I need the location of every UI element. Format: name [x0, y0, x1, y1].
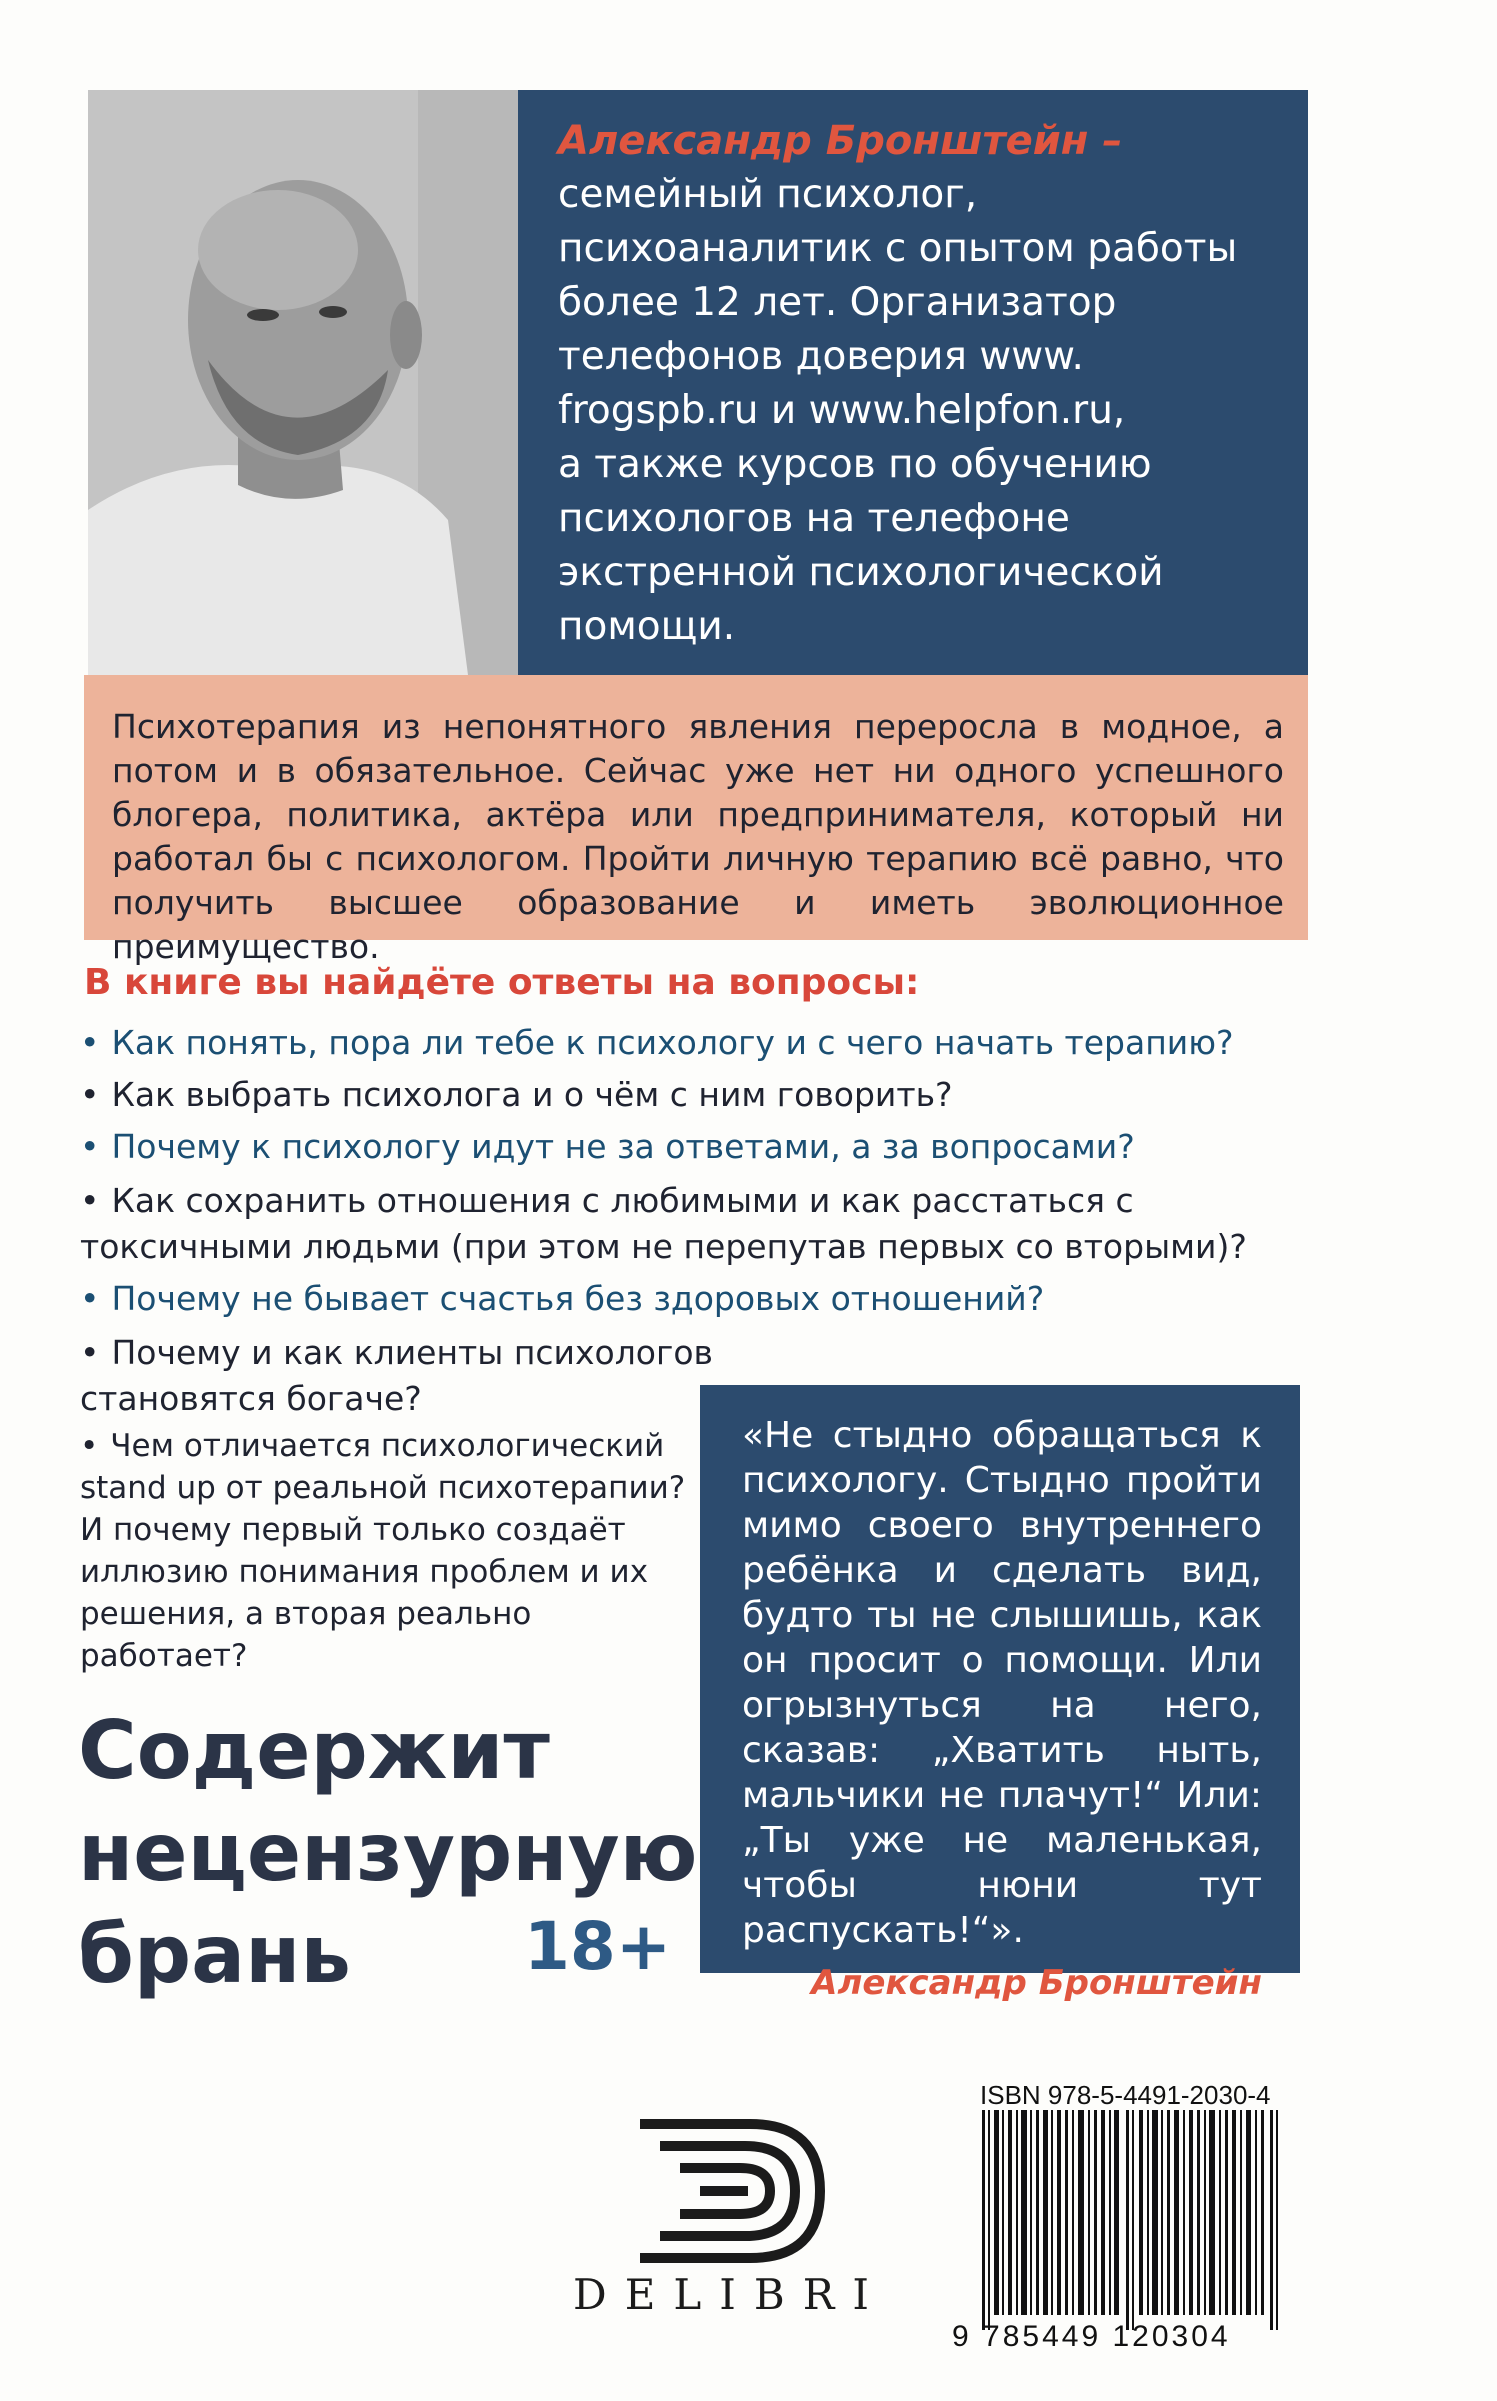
publisher-logo-icon	[640, 2116, 830, 2266]
warning-line: брань	[78, 1908, 351, 2001]
bio-line: а также курсов по обучению	[558, 442, 1152, 487]
questions-header: В книге вы найдёте ответы на вопросы:	[84, 962, 920, 1003]
question-item: • Как выбрать психолога и о чём с ним говорить?	[80, 1075, 953, 1114]
barcode-bars	[980, 2110, 1280, 2330]
question-text: Почему и как клиенты психологов становятся богаче?	[80, 1333, 713, 1418]
quote-box	[700, 1385, 1300, 2003]
author-photo	[88, 90, 518, 675]
publisher-name: DELIBRI	[573, 2270, 887, 2319]
bio-line: помощи.	[558, 604, 736, 649]
quote-text: «Не стыдно обращаться к психологу. Стыдно пройти мимо своего внутреннего ребёнка и сделать вид, будто ты не слышишь, как он просит о помощи. Или огрызнуться на него, сказав: „Хватить ныть, мальчики не плачут!“ Или: „Ты уже не маленькая, чтобы нюни тут распускать!“».	[742, 1415, 1262, 1951]
quote-author: Александр Бронштейн	[811, 1963, 1262, 2003]
bio-line: frogspb.ru и www.helpfon.ru,	[558, 388, 1126, 433]
author-portrait-illustration	[88, 90, 518, 675]
publisher-logo-mark	[640, 2116, 830, 2266]
question-item: • Как понять, пора ли тебе к психологу и с чего начать терапию?	[80, 1023, 1234, 1062]
isbn-label: ISBN 978-5-4491-2030-4	[980, 2080, 1271, 2110]
bio-line: психоаналитик с опытом работы	[558, 226, 1238, 271]
question-item: • Почему не бывает счастья без здоровых отношений?	[80, 1279, 1045, 1318]
question-item: • Как сохранить отношения с любимыми и как расстаться с токсичными людьми (при этом не перепутав первых со вторыми)?	[80, 1181, 1247, 1266]
question-item: • Почему и как клиенты психологов становятся богаче?	[80, 1333, 713, 1418]
question-text: Как понять, пора ли тебе к психологу и с чего начать терапию?	[111, 1023, 1234, 1062]
question-text: Почему не бывает счастья без здоровых отношений?	[111, 1279, 1045, 1318]
barcode-digits: 9 785449 120304	[952, 2320, 1231, 2353]
question-item: • Почему к психологу идут не за ответами, а за вопросами?	[80, 1127, 1135, 1166]
age-rating: 18+	[524, 1908, 672, 1985]
question-item: • Чем отличается психологический stand up от реальной психотерапии? И почему первый только создаёт иллюзию понимания проблем и их решения, а вторая реально работает?	[80, 1428, 686, 1674]
bio-line: телефонов доверия www.	[558, 334, 1084, 379]
intro-paragraph: Психотерапия из непонятного явления переросла в модное, а потом и в обязательное. Сейчас уже нет ни одного успешного блогера, политика, актёра или предпринимателя, который ни работал бы с психологом. Пройти личную терапию всё равно, что получить высшее образование и иметь эволюционное преимущество.	[84, 675, 1308, 940]
author-name: Александр Бронштейн –	[558, 118, 1123, 164]
barcode-graphic	[980, 2110, 1280, 2330]
warning-line: Содержит	[78, 1704, 550, 1797]
bio-line: семейный психолог,	[558, 172, 978, 217]
question-text: Как сохранить отношения с любимыми и как расстаться с токсичными людьми (при этом не перепутав первых со вторыми)?	[80, 1181, 1247, 1266]
question-text: Как выбрать психолога и о чём с ним говорить?	[111, 1075, 953, 1114]
bio-line: психологов на телефоне	[558, 496, 1070, 541]
question-text: Почему к психологу идут не за ответами, а за вопросами?	[111, 1127, 1135, 1166]
question-text: Чем отличается психологический stand up от реальной психотерапии? И почему первый только создаёт иллюзию понимания проблем и их решения, а вторая реально работает?	[80, 1428, 686, 1674]
warning-line: нецензурную	[78, 1806, 698, 1899]
bio-line: более 12 лет. Организатор	[558, 280, 1117, 325]
author-bio-box	[518, 90, 1308, 675]
bio-line: экстренной психологической	[558, 550, 1164, 595]
